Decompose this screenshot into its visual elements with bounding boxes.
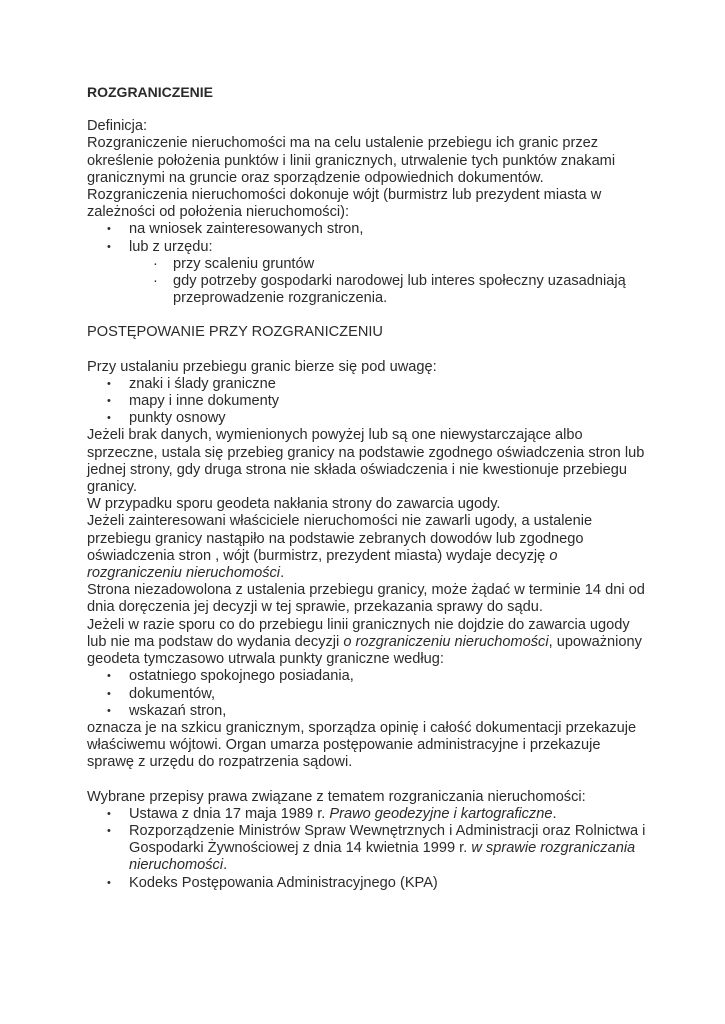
document-page <box>87 84 647 892</box>
law-intro: Wybrane przepisy prawa związane z tematem rozgraniczania nieruchomości: <box>87 788 586 805</box>
document-title: ROZGRANICZENIE <box>87 84 213 100</box>
list-item: • dokumentów, <box>87 686 647 703</box>
list-item: • lub z urzędu: <box>87 239 647 256</box>
procedure-paragraph-2: W przypadku sporu geodeta nakłania strony do zawarcia ugody. <box>87 496 501 513</box>
definition-paragraph-1: Rozgraniczenie nieruchomości ma na celu ustalenie przebiegu ich granic przez określenie położenia punktów i linii granicznych, utrwalenie tych punktów znakami granicznymi na gruncie oraz sporządzenie odpowiednich dokumentów. <box>87 135 616 186</box>
evidence-list <box>87 376 647 428</box>
procedure-intro: Przy ustalaniu przebiegu granic bierze się pod uwagę: <box>87 358 437 375</box>
list-item: · gdy potrzeby gospodarki narodowej lub interes społeczny uzasadniają przeprowadzenie rozgraniczenia. <box>87 273 647 307</box>
procedure-paragraph-4: Strona niezadowolona z ustalenia przebiegu granicy, może żądać w terminie 14 dni od dnia doręczenia jej decyzji w tej sprawie, przekazania sprawy do sądu. <box>87 582 645 616</box>
definition-sublist <box>87 256 647 308</box>
decision-name: o rozgraniczeniu nieruchomości <box>343 633 549 650</box>
procedure-heading: POSTĘPOWANIE PRZY ROZGRANICZENIU <box>87 324 383 341</box>
decision-name: o rozgraniczeniu nieruchomości <box>87 547 558 582</box>
list-item: • Ustawa z dnia 17 maja 1989 r. Prawo geodezyjne i kartograficzne. <box>87 806 647 823</box>
list-item: • punkty osnowy <box>87 410 647 427</box>
list-item: • znaki i ślady graniczne <box>87 376 647 393</box>
definition-label: Definicja: <box>87 118 148 135</box>
list-item: • wskazań stron, <box>87 703 647 720</box>
list-item: • Kodeks Postępowania Administracyjnego (KPA) <box>87 875 647 892</box>
list-item: · przy scaleniu gruntów <box>87 256 647 273</box>
definition-paragraph-2: Rozgraniczenia nieruchomości dokonuje wójt (burmistrz lub prezydent miasta w zależności od położenia nieruchomości): <box>87 187 602 221</box>
procedure-paragraph-6: oznacza je na szkicu granicznym, sporządza opinię i całość dokumentacji przekazuje właściwemu wójtowi. Organ umarza postępowanie administracyjne i przekazuje sprawę z urzędu do rozpatrzenia sądowi. <box>87 719 637 771</box>
list-item: • Rozporządzenie Ministrów Spraw Wewnętrznych i Administracji oraz Rolnictwa i Gospodarki Żywnościowej z dnia 14 kwietnia 1999 r. w sprawie rozgraniczania nieruchomości. <box>87 823 647 875</box>
law-list <box>87 806 647 892</box>
criteria-list <box>87 668 647 720</box>
definition-list <box>87 221 647 255</box>
procedure-paragraph-1: Jeżeli brak danych, wymienionych powyżej lub są one niewystarczające albo sprzeczne, ustala się przebieg granicy na podstawie zgodnego oświadczenia stron lub jednej strony, gdy druga strona nie składa oświadczenia i nie kwestionuje przebiegu granicy. <box>87 427 645 496</box>
list-item: • mapy i inne dokumenty <box>87 393 647 410</box>
procedure-paragraph-3: Jeżeli zainteresowani właściciele nieruchomości nie zawarli ugody, a ustalenie przebiegu granicy nastąpiło na podstawie zebranych dowodów lub zgodnego oświadczenia stron , wójt (burmistrz, prezydent miasta) wydaje decyzję o rozgraniczeniu nieruchomości. <box>87 513 593 582</box>
list-item: • ostatniego spokojnego posiadania, <box>87 668 647 685</box>
procedure-paragraph-5: Jeżeli w razie sporu co do przebiegu linii granicznych nie dojdzie do zawarcia ugody lub nie ma podstaw do wydania decyzji o rozgraniczeniu nieruchomości, upoważniony geodeta tymczasowo utrwala punkty graniczne według: <box>87 616 642 668</box>
list-item: • na wniosek zainteresowanych stron, <box>87 221 647 238</box>
